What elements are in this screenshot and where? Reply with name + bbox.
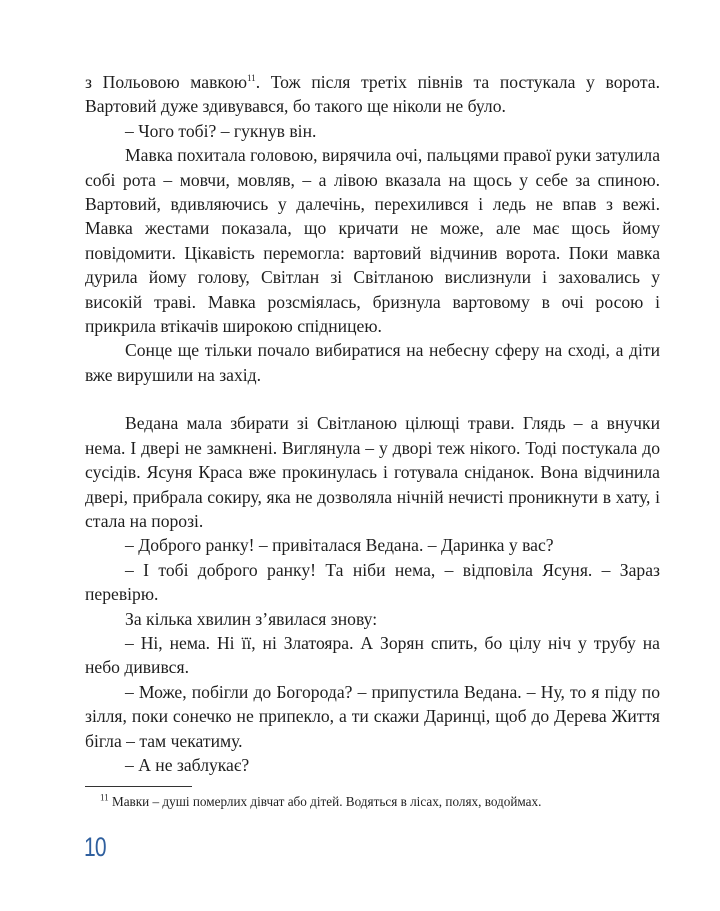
paragraph-1: [85, 70, 660, 119]
paragraph-11: – А не заблукає?: [125, 754, 250, 775]
footnote-divider: [85, 786, 192, 787]
paragraph-2: – Чого тобі? – гукнув він.: [125, 120, 317, 141]
paragraph-1-start: з Польовою мавкою: [85, 72, 248, 92]
footnote-ref: 11: [247, 73, 256, 84]
paragraph-7: – І тобі доброго ранку! Та ніби нема, – відповіла Ясуня. – Зараз перевірю.: [85, 559, 660, 605]
paragraph-4: Сонце ще тільки почало вибиратися на небесну сферу на сході, а діти вже вирушили на захід.: [85, 340, 660, 385]
footnote: [100, 793, 541, 810]
paragraph-5: Ведана мала збирати зі Світланою цілющі трави. Глядь – а внучки нема. І двері не замкнені. Виглянула – у дворі теж нікого. Тоді постукала до сусідів. Ясуня Краса вже прокинулась і готувала сніданок. Вона відчинила двері, прибрала сокиру, яка не дозволяла нічній нечисті проникнути в хату, і стала на порозі.: [85, 413, 660, 531]
page-body: [85, 70, 660, 777]
footnote-number: 11: [100, 792, 109, 803]
footnote-text: Мавки – душі померлих дівчат або дітей. Водяться в лісах, полях, водоймах.: [111, 794, 542, 809]
paragraph-10: – Може, побігли до Богорода? – припустила Ведана. – Ну, то я піду по зілля, поки сонечко не припекло, а ти скажи Даринці, щоб до Дерева Життя бігла – там чекатиму.: [85, 681, 660, 751]
section-break: [85, 387, 660, 411]
paragraph-6: – Доброго ранку! – привіталася Ведана. – Даринка у вас?: [125, 535, 554, 556]
paragraph-8: За кілька хвилин з’явилася знову:: [125, 608, 378, 629]
paragraph-1-end: . Тож після третіх півнів та постукала у ворота. Вартовий дуже здивувався, бо такого ще ніколи не було.: [85, 72, 660, 117]
page-number: 10: [84, 832, 106, 862]
paragraph-9: – Ні, нема. Ні її, ні Златояра. А Зорян спить, бо цілу ніч у трубу на небо дивився.: [85, 632, 660, 678]
paragraph-3: Мавка похитала головою, вирячила очі, пальцями правої руки затулила собі рота – мовчи, мовляв, – а лівою вказала на щось у себе за спиною. Вартовий, вдивляючись у далечінь, перехилився і ледь не впав з вежі. Мавка жестами показала, що кричати не може, але має щось йому повідомити. Цікавість перемогла: вартовий відчинив ворота. Поки мавка дурила йому голову, Світлан зі Світланою вислизнули і заховались у високій траві. Мавка розсміялась, бризнула вартовому в очі росою і прикрила втікачів широкою спідницею.: [85, 145, 660, 337]
